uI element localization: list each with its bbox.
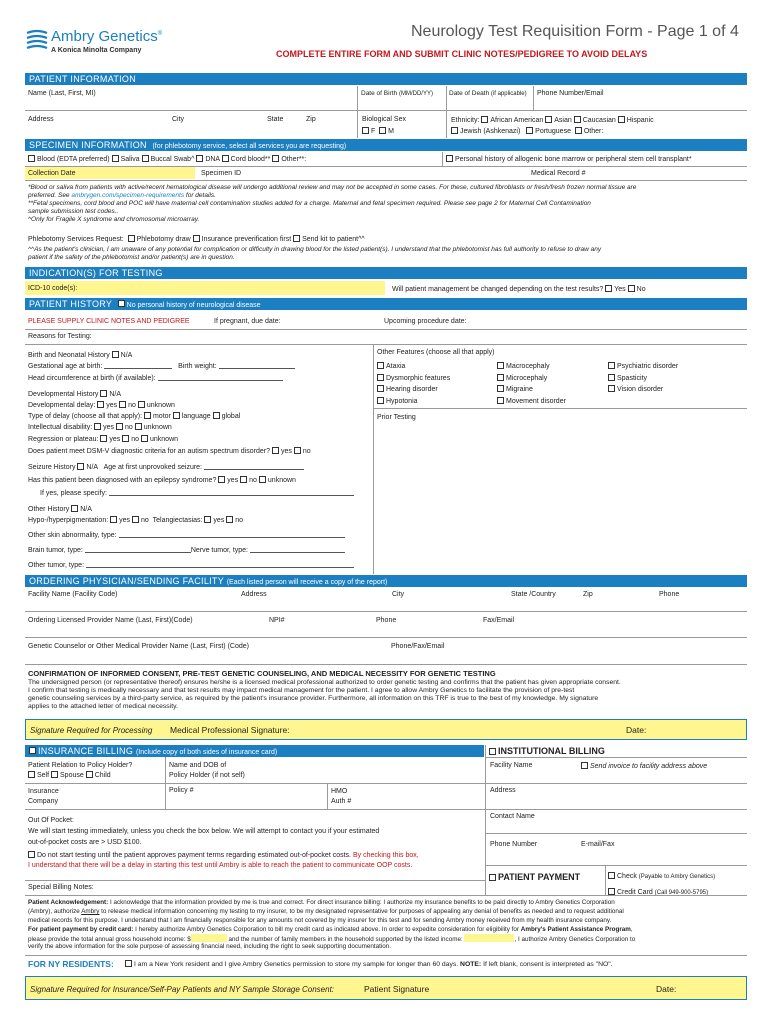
logo-subtitle: A Konica Minolta Company [51,47,142,54]
other-skin-abnormality[interactable]: Other skin abnormality, type: [28,531,345,540]
logo-name: Ambry Genetics® [51,28,163,45]
provider-phone-field[interactable]: Phone [376,617,397,624]
facility-address-field[interactable]: Address [241,591,267,598]
special-billing-notes[interactable]: Special Billing Notes: [28,884,94,891]
form-subtitle: COMPLETE ENTIRE FORM AND SUBMIT CLINIC NOTES/PEDIGREE TO AVOID DELAYS [276,49,648,59]
epilepsy-syndrome[interactable]: Has this patient been diagnosed with an epilepsy syndrome? yes no unknown [28,477,296,484]
insurance-heading: INSURANCE BILLING (Include copy of both sides of insurance card) [25,745,484,757]
medical-record-field[interactable]: Medical Record # [531,170,586,177]
head-circumference[interactable]: Head circumference at birth (if available): [28,374,283,383]
other-history[interactable]: Other History N/A [28,506,92,513]
dsm-v-autism[interactable]: Does patient meet DSM-V diagnostic criteria for an autism spectrum disorder? yes no [28,448,311,455]
inst-contact-field[interactable]: Contact Name [490,813,535,820]
oop-approval-checkbox[interactable]: Do not start testing until the patient approves payment terms regarding estimated out-of-pocket costs. By checking this box, [28,851,419,860]
specimen-id-field[interactable]: Specimen ID [201,170,242,177]
specimen-note-2: **Fetal specimens, cord blood and POC will have maternal cell contamination studies added for a charge. Maternal and fetal specimen required. Please see page 2 for Maternal Cell Contamination [28,200,591,207]
patient-signature[interactable]: Patient Signature [364,984,430,994]
due-date-field[interactable]: If pregnant, due date: [214,318,281,325]
inst-address-field[interactable]: Address [490,787,516,794]
regression[interactable]: Regression or plateau: yes no unknown [28,436,179,443]
genetic-counselor-field[interactable]: Genetic Counselor or Other Medical Provider Name (Last, First) (Code) [28,643,249,650]
collection-date-field[interactable]: Collection Date [28,170,76,177]
send-invoice-checkbox[interactable]: Send invoice to facility address above [581,762,707,771]
patient-payment-checkbox[interactable]: PATIENT PAYMENT [489,872,580,883]
payment-method[interactable]: Check (Payable to Ambry Genetics) Credit Card (Call 949-900-5795) [608,869,715,901]
facility-phone-field[interactable]: Phone [659,591,680,598]
icd10-field[interactable]: ICD-10 code(s): [28,285,78,292]
other-tumor[interactable]: Other tumor, type: [28,561,354,570]
zip-field[interactable]: Zip [306,116,316,123]
dob-field[interactable]: Date of Birth (MM/DD/YY) [361,90,433,97]
specimen-note-2b: sample submission test codes.. [28,208,119,215]
patient-history-heading: PATIENT HISTORY No personal history of neurological disease [25,298,747,310]
ambry-logo-icon [26,28,48,50]
consent-date[interactable]: Date: [626,725,647,735]
policy-holder-field[interactable]: Name and DOB of Policy Holder (if not self) [169,762,245,779]
gestational-age[interactable]: Gestational age at birth: Birth weight: [28,362,295,371]
patient-signature-date[interactable]: Date: [656,984,677,994]
specimen-requirements-link[interactable]: ambrygen.com/specimen-requirements [71,192,185,199]
specimen-note-1: *Blood or saliva from patients with active/recent hematological disease will undergo additional review and may not be accepted in some cases. For these, cultured fibroblasts or fresh/fresh frozen normal tissue are [28,184,637,191]
features-col-3[interactable]: Psychiatric disorder Spasticity Vision disorder [608,361,678,396]
ethnicity-options-2[interactable]: Jewish (Ashkenazi) Portuguese Other: [451,127,603,136]
no-history-checkbox[interactable]: No personal history of neurological disease [126,302,261,309]
pigmentation[interactable]: Hypo-/hyperpigmentation: yes no Telangiectasias: yes no [28,517,244,524]
patient-acknowledgement: Patient Acknowledgement: I acknowledge that the information provided by me is true and correct. For direct insurance billing: I authorize my insurance benefits to be paid directly to Ambry Genetics Corporation (Ambry), authorize Ambry to release medical information concerning my testing to my insurer, to be my designated representative for purposes of appealing any denial of benefits as needed and to request additional medical records for this purpose. I understand that I am financially responsible for any amounts not covered by my insurer for this test and for sending Ambry money received from my health insurance company. For patient payment by credit card: I hereby authorize Ambry Genetics Corporation to bill my credit card as indicated above. In order to expedite consideration for eligibility for Ambry's Patient Assistance Program, [28,899,633,933]
features-col-2[interactable]: Macrocephaly Microcephaly Migraine Movement disorder [497,361,566,407]
patient-info-heading: PATIENT INFORMATION [25,73,747,85]
insurance-company-field[interactable]: Insurance Company [28,788,59,805]
other-features-label: Other Features (choose all that apply) [377,349,495,356]
specimen-heading: SPECIMEN INFORMATION (for phlebotomy service, select all services you are requesting) [25,139,747,151]
patient-name-field[interactable]: Name (Last, First, MI) [28,90,96,97]
type-of-delay[interactable]: Type of delay (choose all that apply): motor language global [28,413,241,420]
sex-options[interactable]: F M [362,127,394,136]
form-title: Neurology Test Requisition Form - Page 1 of 4 [411,23,739,40]
address-field[interactable]: Address [28,116,54,123]
hmo-auth-field[interactable]: HMO Auth # [331,788,352,805]
medical-professional-signature[interactable]: Medical Professional Signature: [170,725,290,735]
tumor-types[interactable]: Brain tumor, type: Nerve tumor, type: [28,546,345,555]
birth-history[interactable]: Birth and Neonatal History N/A [28,352,133,359]
signature-required-label: Signature Required for Processing [30,726,153,735]
policy-number-field[interactable]: Policy # [169,787,194,794]
specimen-type-options[interactable]: Blood (EDTA preferred) Saliva Buccal Swab^ DNA Cord blood** Other**: [28,155,306,164]
provider-name-field[interactable]: Ordering Licensed Provider Name (Last, First)(Code) [28,617,193,624]
facility-city-field[interactable]: City [392,591,405,598]
inst-email-field[interactable]: E-mail/Fax [581,841,615,848]
facility-zip-field[interactable]: Zip [583,591,593,598]
phlebotomy-note-1: ^^As the patient's clinician, I am unaware of any potential for complication or difficulty in drawing blood for the listed patient(s). I understand that the phlebotomist has full authority to refuse to draw any [28,246,602,253]
indications-heading: INDICATION(S) FOR TESTING [25,267,747,279]
features-col-1[interactable]: Ataxia Dysmorphic features Hearing disorder Hypotonia [377,361,450,407]
inst-phone-field[interactable]: Phone Number [490,841,538,848]
bio-sex-label: Biological Sex [362,116,406,123]
facility-name-field[interactable]: Facility Name (Facility Code) [28,591,118,598]
provider-fax-field[interactable]: Fax/Email [483,617,515,624]
npi-field[interactable]: NPI# [269,617,285,624]
income-line: please provide the total annual gross household income: $ and the number of family members in the household supported by the listed income: , I authorize Ambry Genetics Corporation to [28,936,636,943]
developmental-history[interactable]: Developmental History N/A [28,391,122,398]
verify-line: verify the above information for the sole purpose of assessing financial need, including the right to seek supporting documentation. [28,943,391,950]
ny-signature-required: Signature Required for Insurance/Self-Pay Patients and NY Sample Storage Consent: [30,985,335,994]
specimen-note-1b: preferred. See ambrygen.com/specimen-requirements for details. [28,192,216,199]
developmental-delay[interactable]: Developmental delay: yes no unknown [28,402,175,409]
policy-relation[interactable]: Patient Relation to Policy Holder? Self Spouse Child [28,762,133,779]
seizure-history[interactable]: Seizure History N/A Age at first unprovoked seizure: [28,463,304,472]
ny-residents-label: FOR NY RESIDENTS: [28,959,114,969]
physician-heading: ORDERING PHYSICIAN/SENDING FACILITY (Each listed person will receive a copy of the report) [25,575,747,587]
specimen-note-3: ^Only for Fragile X syndrome and chromosomal microarray. [28,216,200,223]
ethnicity-options[interactable]: Ethnicity: African American Asian Caucasian Hispanic [451,117,654,124]
supply-notes: PLEASE SUPPLY CLINIC NOTES AND PEDIGREE [28,318,190,325]
ambry-logo [26,28,48,53]
facility-state-field[interactable]: State /Country [511,591,556,598]
inst-facility-field[interactable]: Facility Name [490,762,533,769]
epilepsy-specify[interactable]: If yes, please specify: [40,489,354,498]
transplant-checkbox[interactable]: Personal history of allogenic bone marrow or peripheral stem cell transplant* [446,155,692,164]
oop-delay-note: I understand that there will be a delay in starting this test until Ambry is able to reach the patient to communicate OOP costs. [28,862,413,869]
city-field[interactable]: City [172,116,185,123]
household-members-field[interactable] [464,934,514,942]
income-field[interactable] [191,934,227,942]
institutional-billing-checkbox[interactable]: INSTITUTIONAL BILLING [489,746,605,757]
consent-heading: CONFIRMATION OF INFORMED CONSENT, PRE-TEST GENETIC COUNSELING, AND MEDICAL NECESSITY FOR GENETIC TESTING [28,669,496,678]
reasons-for-testing-field[interactable]: Reasons for Testing: [28,333,92,340]
management-question[interactable]: Will patient management be changed depending on the test results? Yes No [392,286,646,293]
dod-field[interactable]: Date of Death (if applicable) [449,90,527,97]
consent-text: The undersigned person (or representative thereof) ensures he/she is a licensed medical professional authorized to order genetic testing and confirms that the patient has given appropriate consent. I confirm that testing is medically necessary and that test results may impact medical management for the patient. I agree to allow Ambry Genetics to facilitate the provision of pre-test genetic counseling services by a third-party service, as required by the patient's insurance provider. Furthermore, all information on this TRF is true to the best of my knowledge. My signature applies to the attached letter of medical necessity. [28,679,621,710]
state-field[interactable]: State [267,116,284,123]
prior-testing-field[interactable]: Prior Testing [377,414,416,421]
gc-contact-field[interactable]: Phone/Fax/Email [391,643,445,650]
procedure-date-field[interactable]: Upcoming procedure date: [384,318,467,325]
phlebotomy-request[interactable]: Phlebotomy Services Request: Phlebotomy draw Insurance preverification first Send kit to patient^^ [28,236,365,243]
ny-consent-checkbox[interactable]: I am a New York resident and I give Ambry Genetics permission to store my sample for longer than 60 days. NOTE: If left blank, consent is interpreted as "NO". [125,960,613,969]
intellectual-disability[interactable]: Intellectual disability: yes no unknown [28,424,172,431]
out-of-pocket: Out Of Pocket: We will start testing immediately, unless you check the box below. We will attempt to contact you if your estimated out-of-pocket costs are > USD $100. [28,817,380,846]
phone-email-field[interactable]: Phone Number/Email [537,90,604,97]
phlebotomy-note-2: patient if the safety of the phlebotomist and/or patient(s) are in question. [28,254,235,261]
